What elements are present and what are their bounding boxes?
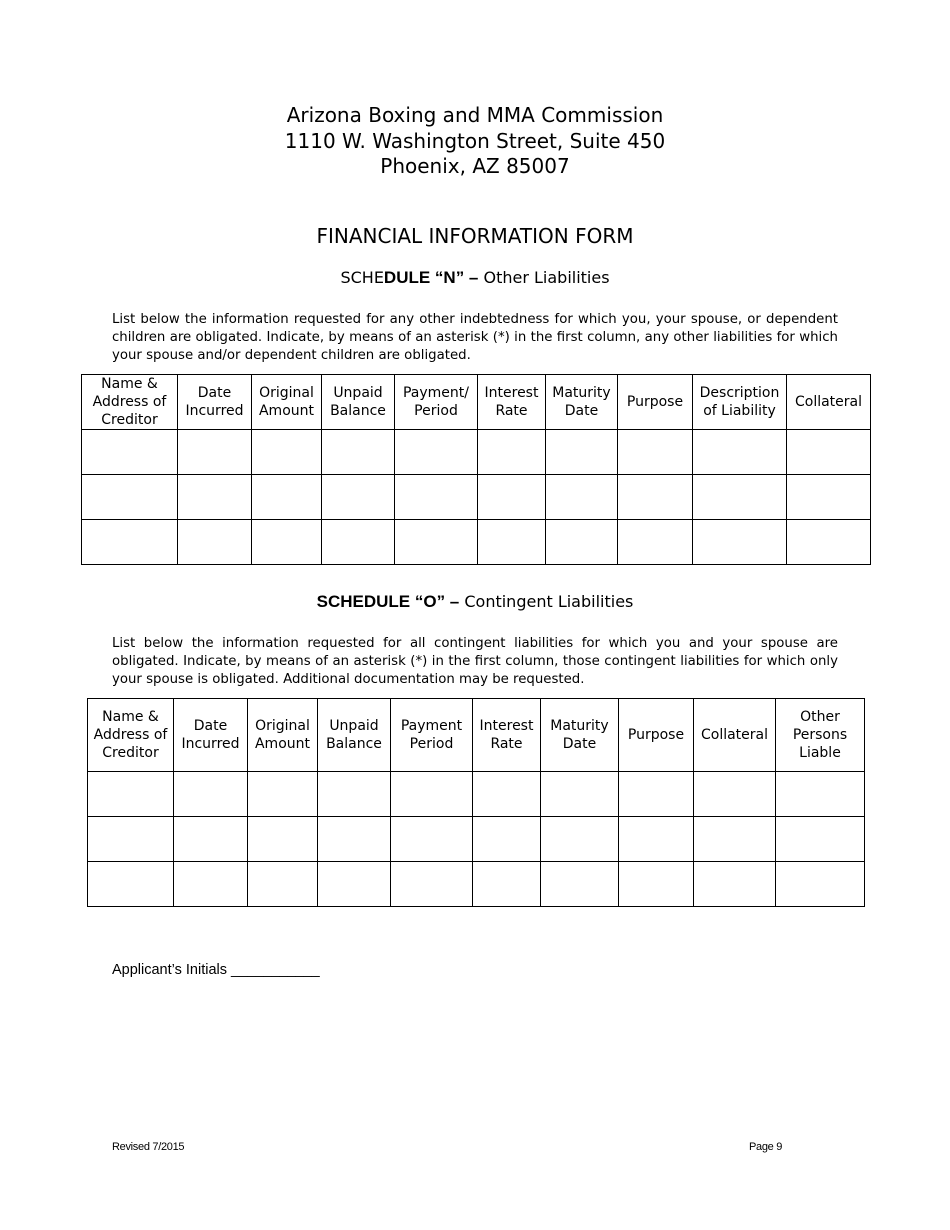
revision-date: Revised 7/2015 <box>112 1141 185 1153</box>
entry-cell[interactable] <box>82 475 178 520</box>
entry-cell[interactable] <box>178 430 252 475</box>
table-row <box>88 862 865 907</box>
entry-cell[interactable] <box>619 862 694 907</box>
entry-cell[interactable] <box>174 862 248 907</box>
column-header: Unpaid Balance <box>322 375 395 430</box>
entry-cell[interactable] <box>391 772 473 817</box>
form-title: FINANCIAL INFORMATION FORM <box>316 224 634 248</box>
column-header: Other Persons Liable <box>776 699 865 772</box>
column-header: Payment Period <box>391 699 473 772</box>
entry-cell[interactable] <box>776 817 865 862</box>
entry-cell[interactable] <box>82 430 178 475</box>
entry-cell[interactable] <box>619 817 694 862</box>
entry-cell[interactable] <box>88 862 174 907</box>
entry-cell[interactable] <box>395 430 478 475</box>
column-header: Interest Rate <box>478 375 546 430</box>
entry-cell[interactable] <box>787 430 871 475</box>
entry-cell[interactable] <box>541 862 619 907</box>
column-header: Name & Address of Creditor <box>88 699 174 772</box>
commission-name: Arizona Boxing and MMA Commission <box>286 103 664 127</box>
entry-cell[interactable] <box>391 817 473 862</box>
entry-cell[interactable] <box>619 772 694 817</box>
table-row <box>82 430 871 475</box>
schedule-o-table <box>87 698 865 907</box>
entry-cell[interactable] <box>541 772 619 817</box>
entry-cell[interactable] <box>248 772 318 817</box>
entry-cell[interactable] <box>473 862 541 907</box>
street-address: 1110 W. Washington Street, Suite 450 <box>284 128 666 153</box>
table-row <box>88 817 865 862</box>
entry-cell[interactable] <box>318 862 391 907</box>
table-row <box>82 520 871 565</box>
entry-cell[interactable] <box>478 520 546 565</box>
column-header: Payment/ Period <box>395 375 478 430</box>
schedule-n-title-prefix: SCHE <box>340 268 384 287</box>
entry-cell[interactable] <box>776 862 865 907</box>
entry-cell[interactable] <box>391 862 473 907</box>
entry-cell[interactable] <box>174 772 248 817</box>
schedule-o-title-bold: SCHEDULE “O” – <box>316 592 460 611</box>
document-header <box>0 103 950 180</box>
header-row <box>88 699 865 772</box>
schedule-n-instructions: List below the information requested for any other indebtedness for which you, your spouse, or dependent children are obligated. Indicate, by means of an asterisk (*) in the first column, any other liabilities for which your spouse and/or dependent children are obligated. <box>112 312 838 363</box>
entry-cell[interactable] <box>546 520 618 565</box>
column-header: Maturity Date <box>546 375 618 430</box>
table-row <box>82 475 871 520</box>
schedule-o-instructions: List below the information requested for all contingent liabilities for which you and your spouse are obligated. Indicate, by means of an asterisk (*) in the first column, those contingent liabilities for which only your spouse is obligated. Additional documentation may be requested. <box>112 636 838 687</box>
column-header: Original Amount <box>252 375 322 430</box>
entry-cell[interactable] <box>252 475 322 520</box>
entry-cell[interactable] <box>478 475 546 520</box>
column-header: Purpose <box>618 375 693 430</box>
entry-cell[interactable] <box>541 817 619 862</box>
entry-cell[interactable] <box>318 817 391 862</box>
entry-cell[interactable] <box>546 475 618 520</box>
entry-cell[interactable] <box>694 862 776 907</box>
column-header: Maturity Date <box>541 699 619 772</box>
schedule-n-title <box>0 268 950 288</box>
entry-cell[interactable] <box>787 475 871 520</box>
entry-cell[interactable] <box>473 817 541 862</box>
page-number: Page 9 <box>749 1141 783 1153</box>
column-header: Description of Liability <box>693 375 787 430</box>
applicant-initials-field[interactable]: Applicant’s Initials ___________ <box>112 962 320 978</box>
entry-cell[interactable] <box>473 772 541 817</box>
entry-cell[interactable] <box>82 520 178 565</box>
schedule-o-title <box>0 592 950 612</box>
column-header: Unpaid Balance <box>318 699 391 772</box>
schedule-n-title-rest: Other Liabilities <box>478 268 610 287</box>
schedule-n-table <box>81 374 871 565</box>
column-header: Name & Address of Creditor <box>82 375 178 430</box>
schedule-o-title-rest: Contingent Liabilities <box>459 592 634 611</box>
column-header: Date Incurred <box>178 375 252 430</box>
city-state-zip: Phoenix, AZ 85007 <box>380 154 570 178</box>
column-header: Collateral <box>694 699 776 772</box>
entry-cell[interactable] <box>395 475 478 520</box>
entry-cell[interactable] <box>88 772 174 817</box>
column-header: Interest Rate <box>473 699 541 772</box>
schedule-n-title-bold: DULE “N” – <box>383 268 479 287</box>
entry-cell[interactable] <box>322 430 395 475</box>
entry-cell[interactable] <box>322 520 395 565</box>
entry-cell[interactable] <box>318 772 391 817</box>
entry-cell[interactable] <box>178 520 252 565</box>
entry-cell[interactable] <box>694 772 776 817</box>
column-header: Purpose <box>619 699 694 772</box>
column-header: Date Incurred <box>174 699 248 772</box>
entry-cell[interactable] <box>478 430 546 475</box>
entry-cell[interactable] <box>693 520 787 565</box>
column-header: Collateral <box>787 375 871 430</box>
table-row <box>88 772 865 817</box>
entry-cell[interactable] <box>174 817 248 862</box>
entry-cell[interactable] <box>546 430 618 475</box>
entry-cell[interactable] <box>248 817 318 862</box>
header-row <box>82 375 871 430</box>
column-header: Original Amount <box>248 699 318 772</box>
entry-cell[interactable] <box>618 430 693 475</box>
entry-cell[interactable] <box>618 520 693 565</box>
entry-cell[interactable] <box>787 520 871 565</box>
entry-cell[interactable] <box>693 430 787 475</box>
entry-cell[interactable] <box>694 817 776 862</box>
entry-cell[interactable] <box>618 475 693 520</box>
entry-cell[interactable] <box>776 772 865 817</box>
entry-cell[interactable] <box>178 475 252 520</box>
entry-cell[interactable] <box>693 475 787 520</box>
entry-cell[interactable] <box>395 520 478 565</box>
entry-cell[interactable] <box>88 817 174 862</box>
entry-cell[interactable] <box>252 520 322 565</box>
entry-cell[interactable] <box>252 430 322 475</box>
entry-cell[interactable] <box>322 475 395 520</box>
entry-cell[interactable] <box>248 862 318 907</box>
